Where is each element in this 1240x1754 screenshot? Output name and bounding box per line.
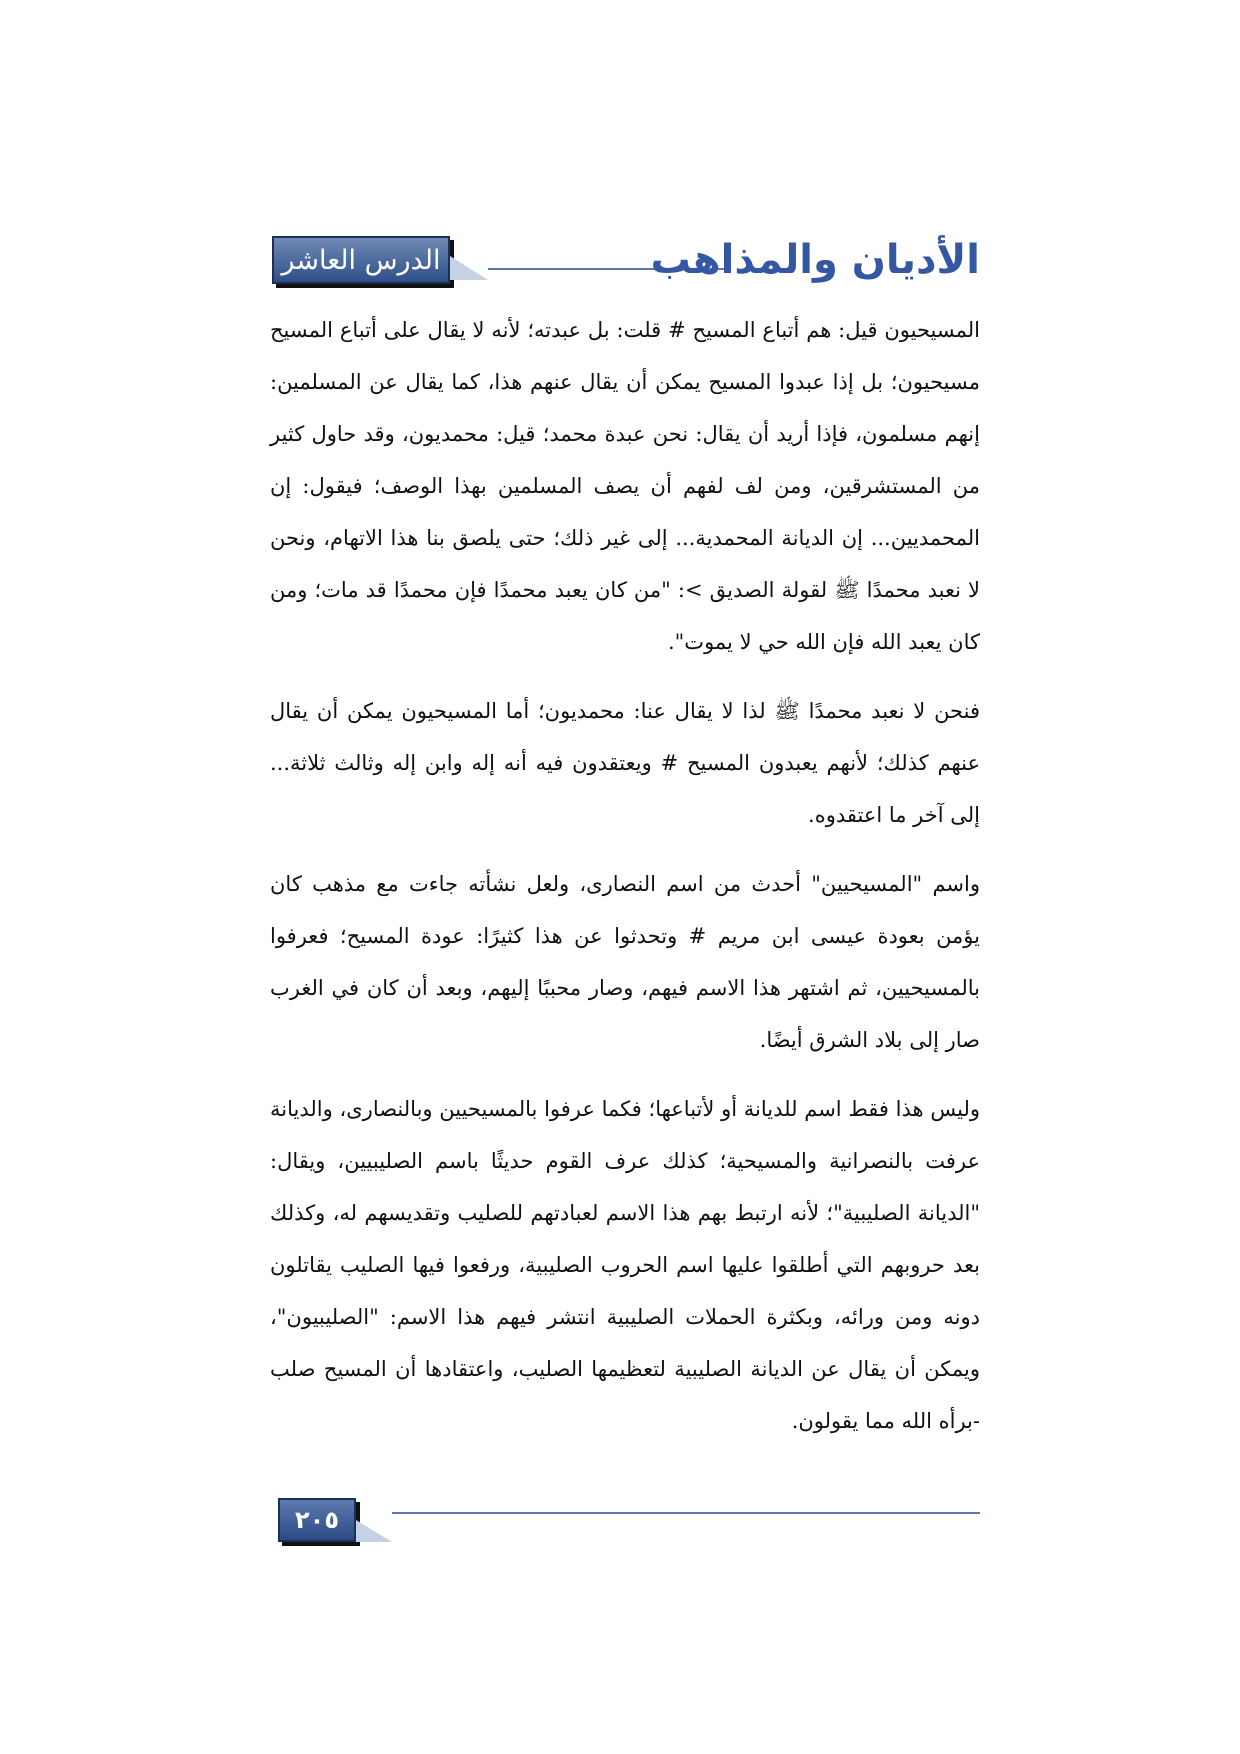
footer-wedge-decoration xyxy=(356,1520,392,1542)
page-header xyxy=(272,232,980,288)
paragraph: وليس هذا فقط اسم للديانة أو لأتباعها؛ فكما عرفوا بالمسيحيين وبالنصارى، والديانة عرفت بالنصرانية والمسيحية؛ كذلك عرف القوم حديثًا باسم الصليبيين، ويقال: "الديانة الصليبية"؛ لأنه ارتبط بهم هذا الاسم لعبادتهم للصليب وتقديسهم له، وكذلك بعد حروبهم التي أطلقوا عليها اسم الحروب الصليبية، ورفعوا فيها الصليب يقاتلون دونه ومن ورائه، وبكثرة الحملات الصليبية انتشر فيهم هذا الاسم: "الصليبيون"، ويمكن أن يقال عن الديانة الصليبية لتعظيمها الصليب، واعتقادها أن المسيح صلب -برأه الله مما يقولون. xyxy=(270,1097,980,1433)
book-title: الأديان والمذاهب xyxy=(650,237,980,283)
paragraph: المسيحيون قيل: هم أتباع المسيح # قلت: بل عبدته؛ لأنه لا يقال على أتباع المسيح مسيحيون؛ بل إذا عبدوا المسيح يمكن أن يقال عنهم هذا، كما يقال عن المسلمين: إنهم مسلمون، فإذا أريد أن يقال: نحن عبدة محمد؛ قيل: محمديون، وقد حاول كثير من المستشرقين، ومن لف لفهم أن يصف المسلمين بهذا الوصف؛ فيقول: إن المحمديين... إن الديانة المحمدية... إلى غير ذلك؛ حتى يلصق بنا هذا الاتهام، ونحن لا نعبد محمدًا ﷺ لقولة الصديق >: "من كان يعبد محمدًا فإن محمدًا قد مات؛ ومن كان يعبد الله فإن الله حي لا يموت". xyxy=(270,318,980,654)
lesson-label: الدرس العاشر xyxy=(272,236,450,284)
footer-rule xyxy=(392,1512,980,1514)
header-wedge-decoration xyxy=(450,256,488,280)
paragraph: فنحن لا نعبد محمدًا ﷺ لذا لا يقال عنا: محمديون؛ أما المسيحيون يمكن أن يقال عنهم كذلك؛ لأنهم يعبدون المسيح # ويعتقدون فيه أنه إله وابن إله وثالث ثلاثة... إلى آخر ما اعتقدوه. xyxy=(270,699,980,827)
page-number: ٢٠٥ xyxy=(278,1498,356,1542)
body-text xyxy=(270,304,980,1464)
paragraph: واسم "المسيحيين" أحدث من اسم النصارى، ولعل نشأته جاءت مع مذهب كان يؤمن بعودة عيسى ابن مريم # وتحدثوا عن هذا كثيرًا: عودة المسيح؛ فعرفوا بالمسيحيين، ثم اشتهر هذا الاسم فيهم، وصار محببًا إليهم، وبعد أن كان في الغرب صار إلى بلاد الشرق أيضًا. xyxy=(270,872,980,1052)
